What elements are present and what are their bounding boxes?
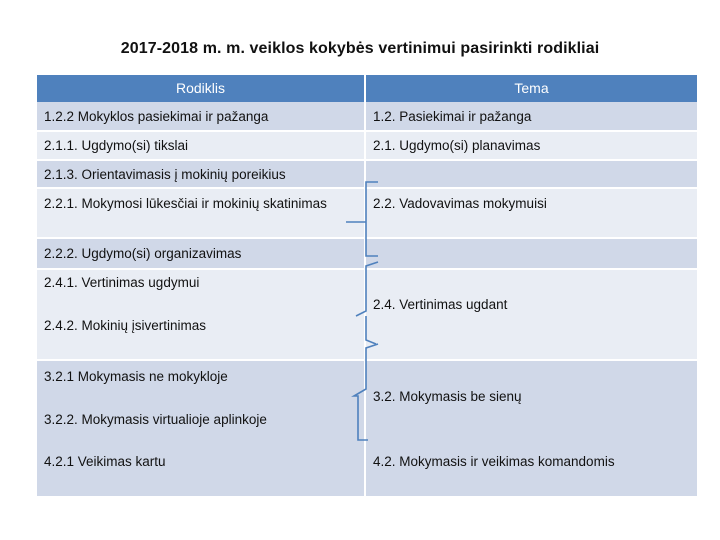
header-rodiklis: Rodiklis — [37, 75, 364, 102]
rodiklis-item: 3.2.1 Mokymasis ne mokykloje — [44, 369, 228, 384]
tema-cell: 1.2. Pasiekimai ir pažanga — [366, 102, 697, 130]
rodiklis-cell-group — [37, 361, 364, 445]
tema-cell — [366, 361, 697, 445]
tema-cell: 4.2. Mokymasis ir veikimas komandomis — [366, 445, 697, 496]
rodiklis-cell-group — [37, 270, 364, 359]
rodiklis-cell: 2.2.1. Mokymosi lūkesčiai ir mokinių skatinimas — [37, 189, 364, 237]
page-title: 2017-2018 m. m. veiklos kokybės vertinimui pasirinkti rodikliai — [120, 40, 600, 57]
rodiklis-item: 2.4.1. Vertinimas ugdymui — [44, 275, 200, 290]
rodiklis-item: 2.4.2. Mokinių įsivertinimas — [44, 318, 207, 333]
rodiklis-cell: 4.2.1 Veikimas kartu — [37, 445, 364, 496]
rodiklis-cell: 2.2.2. Ugdymo(si) organizavimas — [37, 239, 364, 268]
tema-cell: 2.2. Vadovavimas mokymuisi — [366, 189, 697, 237]
tema-item: 3.2. Mokymasis be sienų — [373, 389, 522, 404]
tema-cell-empty — [366, 161, 697, 187]
rodiklis-cell: 1.2.2 Mokyklos pasiekimai ir pažanga — [37, 102, 364, 130]
rodiklis-cell: 2.1.1. Ugdymo(si) tikslai — [37, 132, 364, 159]
tema-cell: 2.1. Ugdymo(si) planavimas — [366, 132, 697, 159]
rodiklis-item: 3.2.2. Mokymasis virtualioje aplinkoje — [44, 412, 267, 427]
tema-cell — [366, 270, 697, 359]
header-tema: Tema — [366, 75, 697, 102]
tema-item: 2.4. Vertinimas ugdant — [373, 297, 508, 312]
rodiklis-cell: 2.1.3. Orientavimasis į mokinių poreikius — [37, 161, 364, 187]
tema-cell-empty — [366, 239, 697, 268]
